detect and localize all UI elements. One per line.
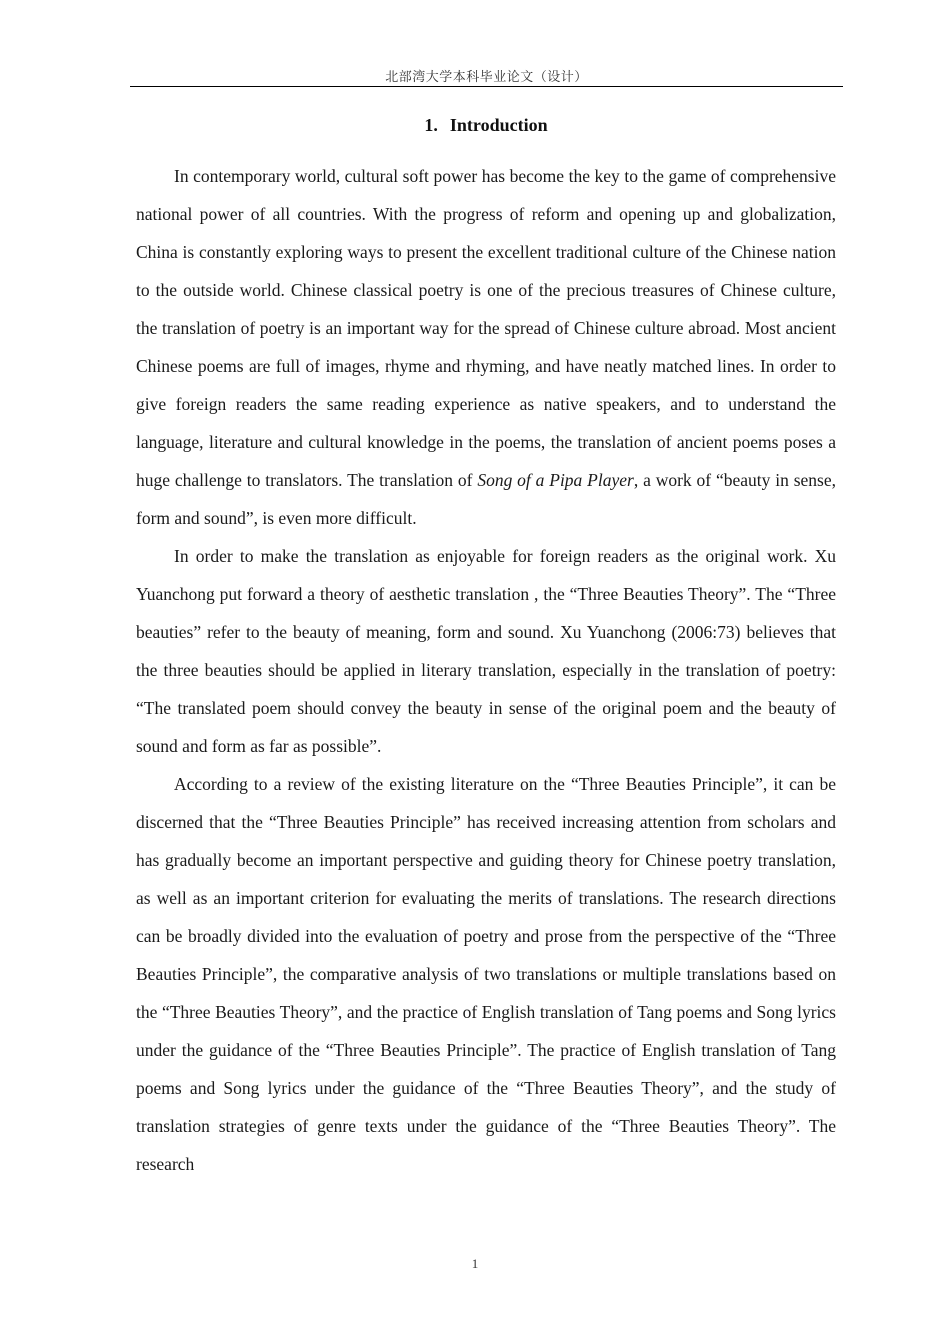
paragraph-1 xyxy=(136,157,836,537)
poem-title-italic: Song of a Pipa Player xyxy=(477,470,634,490)
paragraph-3: According to a review of the existing literature on the “Three Beauties Principle”, it can be discerned that the “Three Beauties Principle” has received increasing attention from scholars and has gradually become an important perspective and guiding theory for Chinese poetry translation, as well as an important criterion for evaluating the merits of translations. The research directions can be broadly divided into the evaluation of poetry and prose from the perspective of the “Three Beauties Principle”, the comparative analysis of two translations or multiple translations based on the “Three Beauties Theory”, and the practice of English translation of Tang poems and Song lyrics under the guidance of the “Three Beauties Principle”. The practice of English translation of Tang poems and Song lyrics under the guidance of the “Three Beauties Theory”, and the study of translation strategies of genre texts under the guidance of the “Three Beauties Theory”. The research xyxy=(136,774,836,1174)
section-title xyxy=(136,115,836,136)
paragraph-1-text-after: , a work of “beauty in sense, form and sound”, is even more difficult. xyxy=(136,470,836,528)
paragraph-2: In order to make the translation as enjoyable for foreign readers as the original work. Xu Yuanchong put forward a theory of aesthetic translation , the “Three Beauties Theory”. The “Three beauties” refer to the beauty of meaning, form and sound. Xu Yuanchong (2006:73) believes that the three beauties should be applied in literary translation, especially in the translation of poetry: “The translated poem should convey the beauty in sense of the original poem and the beauty of sound and form as far as possible”. xyxy=(136,546,836,756)
running-header: 北部湾大学本科毕业论文（设计） xyxy=(385,70,588,85)
header-rule xyxy=(130,86,843,87)
section-title-text: Introduction xyxy=(449,115,548,135)
paragraph-1-text-before: In contemporary world, cultural soft power has become the key to the game of comprehensive national power of all countries. With the progress of reform and opening up and globalization, China is constantly exploring ways to present the excellent traditional culture of the Chinese nation to the outside world. Chinese classical poetry is one of the precious treasures of Chinese culture, the translation of poetry is an important way for the spread of Chinese culture abroad. Most ancient Chinese poems are full of images, rhyme and rhyming, and have neatly matched lines. In order to give foreign readers the same reading experience as native speakers, and to understand the language, literature and cultural knowledge in the poems, the translation of ancient poems poses a huge challenge to translators. The translation of xyxy=(136,166,836,490)
section-number: 1. xyxy=(424,115,438,135)
page-number: 1 xyxy=(471,1256,479,1271)
body-text xyxy=(136,157,836,1183)
